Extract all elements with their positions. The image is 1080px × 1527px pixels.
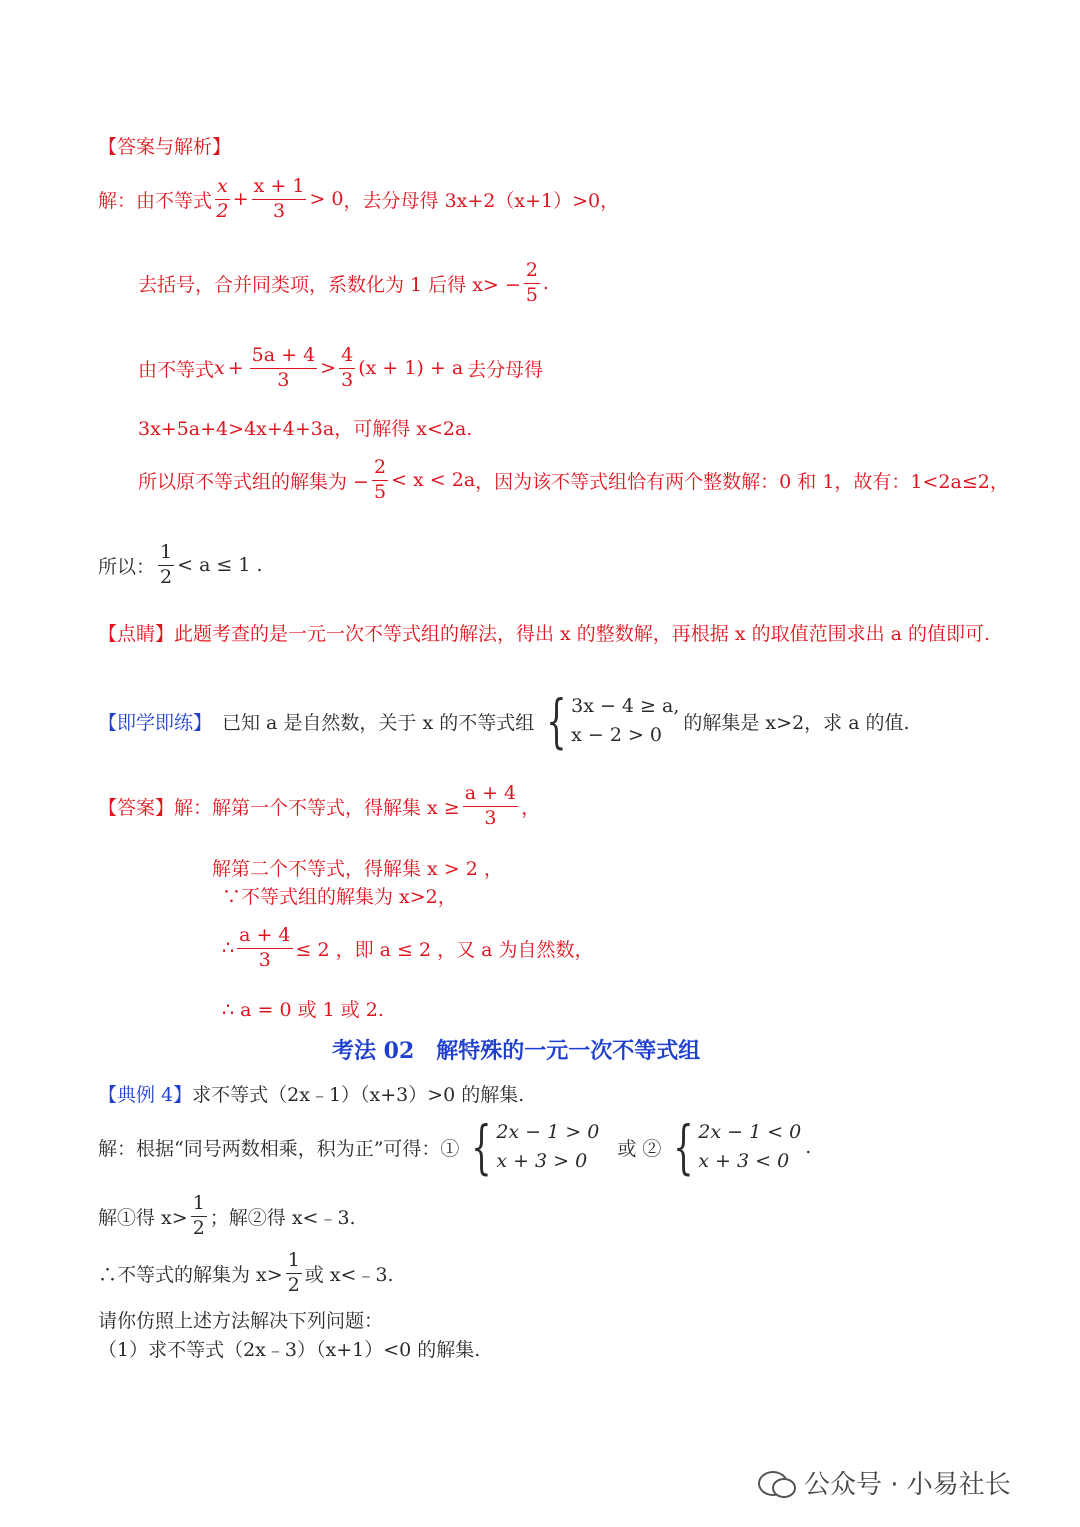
solution-line-3: 由不等式 x + $\frac{5a + 4}{3}$ > $\frac{4}{3}$ (x + 1) + a 去分母得 [138,344,544,391]
fraction-1-over-2: $\frac{1}{2}$ [192,1192,205,1239]
fraction-2-over-5: $\frac{2}{5}$ [373,456,387,503]
wechat-icon [758,1469,796,1497]
watermark: 公众号 · 小易社长 [758,1464,1011,1501]
fraction-5a-plus-4-over-3: $\frac{5a + 4}{3}$ [251,344,316,391]
inequality-system: { 3x − 4 ≥ a, x − 2 > 0 [546,687,680,756]
answer-header: 【答案与解析】 [98,136,232,158]
fraction-1-over-2: $\frac{1}{2}$ [160,541,173,588]
fraction-4-over-3: $\frac{4}{3}$ [341,344,354,391]
answer-2-line-5: ∴ a = 0 或 1 或 2. [222,999,384,1021]
solution-line-4: 3x+5a+4>4x+4+3a，可解得 x<2a. [138,418,473,440]
answer-2-line-2: 解第二个不等式，得解集 x > 2 ， [212,858,503,880]
example-4-line-5: （1）求不等式（2x﹣3）（x+1）<0 的解集. [98,1339,481,1361]
fraction-a-plus-4-over-3: $\frac{a + 4}{3}$ [239,924,291,971]
fraction-a-plus-4-over-3: $\frac{a + 4}{3}$ [464,782,517,829]
solution-line-5: 所以原不等式组的解集为 − $\frac{2}{5}$ < x < 2a ，因为该不等式组恰有两个整数解：0 和 1，故有：1<2a≤2， [138,456,1009,503]
section-title: 考法 02 解特殊的一元一次不等式组 [332,1038,701,1064]
solution-line-2: 去括号，合并同类项，系数化为 1 后得 x> − $\frac{2}{5}$ . [138,259,549,306]
example-4-solution: 解：根据“同号两数相乘，积为正”可得：① { 2x − 1 > 0 x + 3 > 0 或 ② { 2x − 1 < 0 x + 3 < 0 . [98,1113,812,1182]
dianjing-note: 【点睛】 此题考查的是一元一次不等式组的解法，得出 x 的整数解，再根据 x 的取值范围求出 a 的值即可. [98,623,991,645]
answer-2-line-1: 【答案】 解：解第一个不等式，得解集 x ≥ $\frac{a + 4}{3}$ ， [98,782,541,829]
fraction-x-plus-1-over-3: $\frac{x + 1}{3}$ [253,175,305,222]
solution-line-1: 解：由不等式 $\frac{x}{2}$ + $\frac{x + 1}{3}$ > 0 ，去分母得 3x+2（x+1）>0， [98,175,620,222]
jixue-problem: 【即学即练】 已知 a 是自然数，关于 x 的不等式组 { 3x − 4 ≥ a, x − 2 > 0 的解集是 x>2，求 a 的值. [98,687,910,756]
system-2: { 2x − 1 < 0 x + 3 < 0 [673,1113,802,1182]
example-4-line-4: 请你仿照上述方法解决下列问题： [98,1310,384,1332]
fraction-x-over-2: $\frac{x}{2}$ [216,175,229,222]
fraction-1-over-2: $\frac{1}{2}$ [287,1249,300,1296]
answer-2-line-4: ∴ $\frac{a + 4}{3}$ ≤ 2 ，即 a ≤ 2 ，又 a 为自然数， [222,924,594,971]
system-1: { 2x − 1 > 0 x + 3 > 0 [471,1113,600,1182]
answer-2-line-3: ∵不等式组的解集为 x>2， [222,886,457,908]
example-4-problem: 【典例 4】 求不等式（2x﹣1）（x+3）>0 的解集. [98,1084,525,1106]
example-4-line-2: 解①得 x> $\frac{1}{2}$ ；解②得 x<﹣3. [98,1192,356,1239]
fraction-2-over-5: $\frac{2}{5}$ [525,259,538,306]
example-4-line-3: ∴不等式的解集为 x> $\frac{1}{2}$ 或 x<﹣3. [98,1249,394,1296]
solution-line-6: 所以： $\frac{1}{2}$ < a ≤ 1 . [98,541,263,588]
